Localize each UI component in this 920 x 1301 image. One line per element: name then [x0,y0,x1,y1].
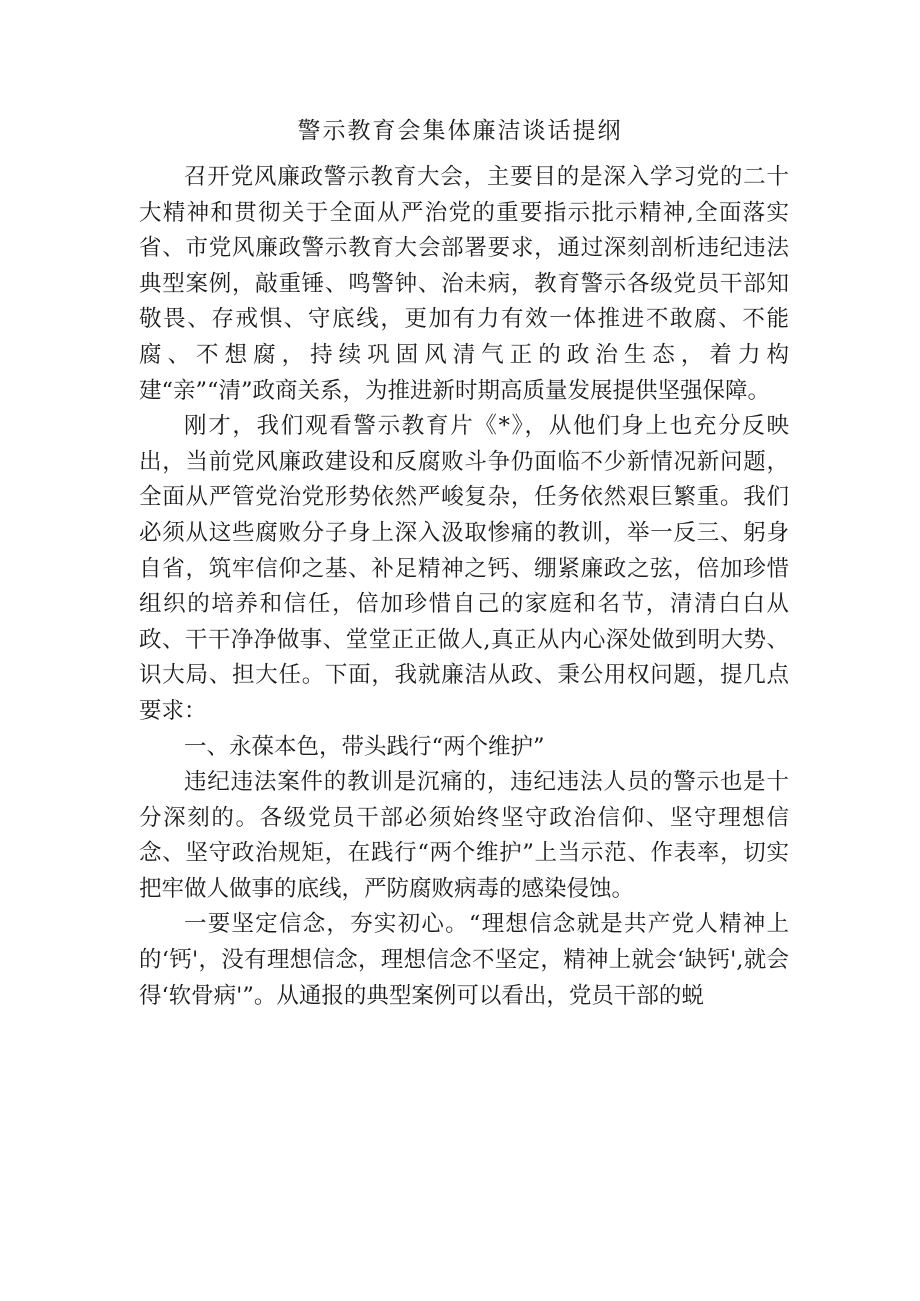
text-line: 敬畏、存戒惧、守底线，更加有力有效一体推进不敢腐、不能腐、 [139,306,789,368]
paragraph-intro [139,160,789,409]
text-line: 从这些腐败分子身上深入汲取惨痛的教训，举一反三、躬身自省， [139,519,789,582]
section-heading-1 [139,730,789,766]
text-line: 省、市党风廉政警示教育大会部署要求，通过深刻剖析违纪违法 [139,235,789,262]
text-line: 大精神和贯彻关于全面从严治党的重要指示批示精神,全面落实 [139,199,789,226]
text-line: 不想腐，持续巩固风清气正的政治生态，着力构建“亲”“清” [139,341,789,404]
text-line: 就会得‘软骨病'”。从通报的典型案例可以看出，党员干部的蜕 [139,947,789,1009]
paragraph-video-reflection [139,409,789,729]
text-line: 政商关系，为推进新时期高质量发展提供坚强保障。 [252,377,771,404]
text-line: 违纪违法案件的教训是沉痛的，违纪违法人员的警示也是十 [184,769,789,796]
text-line: 坚守政治规矩，在践行“两个维护”上当示范、作表率，切实把 [139,840,789,902]
text-line: 的‘钙'，没有理想信念，理想信念不坚定，精神上就会‘缺钙', [139,947,744,974]
text-line: 典型案例，敲重锤、鸣警钟、治未病，教育警示各级党员干部知 [139,270,789,297]
text-line: 一要坚定信念，夯实初心。“理想信念就是共产党人精神上 [184,911,789,938]
paragraph-section-1-intro [139,765,789,907]
text-line: 刚才，我们观看警示教育片《*》，从他们身上也充分反映出， [139,413,789,475]
text-line: 筑牢信仰之基、补足精神之钙、绷紧廉政之弦，倍加珍惜组织的 [139,555,789,618]
document-title: 警示教育会集体廉洁谈话提纲 [297,118,623,144]
text-line: 培养和信任，倍加珍惜自己的家庭和名节，清清白白从政、干干 [139,591,789,653]
heading-text: 一、永葆本色，带头践行“两个维护” [184,733,545,760]
text-line: 分深刻的。各级党员干部必须始终坚守政治信仰、坚守理想信念、 [139,804,789,867]
text-line: 牢做人做事的底线，严防腐败病毒的感染侵蚀。 [161,875,635,902]
text-line: 担大任。下面，我就廉洁从政、秉公用权问题，提几点要求： [139,662,789,724]
text-line: 从严管党治党形势依然严峻复杂，任务依然艰巨繁重。我们必须 [139,484,789,546]
paragraph-firm-belief [139,907,789,1014]
document-body [139,160,789,1014]
text-line: 净净做事、堂堂正正做人,真正从内心深处做到明大势、识大局、 [139,626,789,689]
text-line: 召开党风廉政警示教育大会，主要目的是深入学习党的二十 [184,164,789,190]
text-line: 当前党风廉政建设和反腐败斗争仍面临不少新情况新问题，全面 [139,448,789,511]
